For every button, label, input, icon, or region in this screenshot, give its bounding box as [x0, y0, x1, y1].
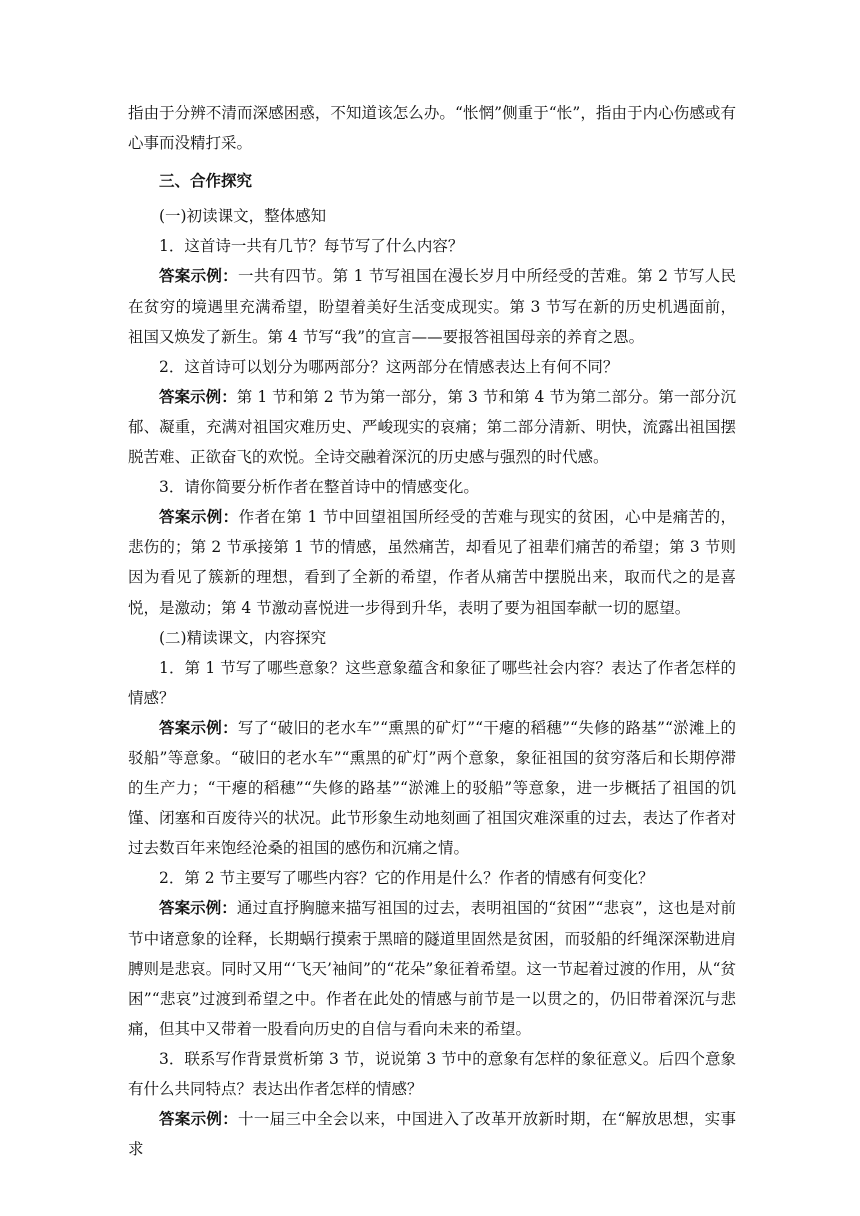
answer-label: 答案示例：	[159, 899, 237, 918]
part1-question-2: 2．这首诗可以划分为哪两部分？这两部分在情感表达上有何不同？	[159, 357, 619, 376]
answer-text: 十一届三中全会以来，中国进入了改革开放新时期，在“解放思想，实事求	[128, 1110, 736, 1159]
answer-label: 答案示例：	[159, 267, 238, 286]
answer-label: 答案示例：	[159, 387, 237, 406]
part2-heading: (二)精读课文，内容探究	[159, 628, 327, 647]
answer-text: 第 1 节和第 2 节为第一部分，第 3 节和第 4 节为第二部分。第一部分沉郁、凝重，充满对祖国灾难历史、严峻现实的哀痛；第二部分清新、明快，流露出祖国摆脱苦难、正欲奋飞的欢悦。全诗交融着深沉的历史感与强烈的时代感。	[128, 387, 736, 467]
answer-label: 答案示例：	[159, 1110, 239, 1129]
document-page	[128, 98, 736, 1164]
answer-text: 写了“破旧的老水车”“熏黑的矿灯”“干瘪的稻穗”“失修的路基”“淤滩上的驳船”等意象。“破旧的老水车”“熏黑的矿灯”两个意象，象征祖国的贫穷落后和长期停滞的生产力；“干瘪的稻穗”“失修的路基”“淤滩上的驳船”等意象，进一步概括了祖国的饥馑、闭塞和百废待兴的状况。此节形象生动地刻画了祖国灾难深重的过去，表达了作者对过去数百年来饱经沧桑的祖国的感伤和沉痛之情。	[128, 718, 736, 858]
answer-text: 一共有四节。第 1 节写祖国在漫长岁月中所经受的苦难。第 2 节写人民在贫穷的境遇里充满希望，盼望着美好生活变成现实。第 3 节写在新的历史机遇面前，祖国又焕发了新生。第 4 节写“我”的宣言——要报答祖国母亲的养育之恩。	[128, 267, 736, 346]
section-title: 三、合作探究	[159, 172, 253, 191]
part1-answer-1	[128, 261, 736, 351]
answer-label: 答案示例：	[159, 718, 238, 737]
part1-answer-2	[128, 382, 736, 472]
part2-question-3: 3．联系写作背景赏析第 3 节，说说第 3 节中的意象有怎样的象征意义。后四个意象有什么共同特点？表达出作者怎样的情感？	[128, 1049, 736, 1098]
answer-text: 作者在第 1 节中回望祖国所经受的苦难与现实的贫困，心中是痛苦的，悲伤的；第 2 节承接第 1 节的情感，虽然痛苦，却看见了祖辈们痛苦的希望；第 3 节则因为看见了簇新的理想，看到了全新的希望，作者从痛苦中摆脱出来，取而代之的是喜悦，是激动；第 4 节激动喜悦进一步得到升华，表明了要为祖国奉献一切的愿望。	[128, 508, 736, 617]
continuation-paragraph: 指由于分辨不清而深感困惑，不知道该怎么办。“怅惘”侧重于“怅”，指由于内心伤感或有心事而没精打采。	[128, 104, 736, 153]
part2-question-1: 1．第 1 节写了哪些意象？这些意象蕴含和象征了哪些社会内容？表达了作者怎样的情感？	[128, 658, 736, 707]
part1-question-1: 1．这首诗一共有几节？每节写了什么内容？	[159, 237, 464, 256]
part1-heading: (一)初读课文，整体感知	[159, 207, 327, 226]
part2-answer-3	[128, 1104, 736, 1164]
part2-answer-1	[128, 713, 736, 863]
part2-question-2: 2．第 2 节主要写了哪些内容？它的作用是什么？作者的情感有何变化？	[159, 869, 654, 888]
answer-text: 通过直抒胸臆来描写祖国的过去，表明祖国的“贫困”“悲哀”，这也是对前节中诸意象的诠释，长期蜗行摸索于黑暗的隧道里固然是贫困，而驳船的纤绳深深勒进肩膊则是悲哀。同时又用“‘飞天’袖间”的“花朵”象征着希望。这一节起着过渡的作用，从“贫困”“悲哀”过渡到希望之中。作者在此处的情感与前节是一以贯之的，仍旧带着深沉与悲痛，但其中又带着一股看向历史的自信与看向未来的希望。	[128, 899, 736, 1038]
answer-label: 答案示例：	[159, 508, 239, 527]
part1-answer-3	[128, 502, 736, 622]
part1-question-3: 3．请你简要分析作者在整首诗中的情感变化。	[159, 478, 479, 497]
part2-answer-2	[128, 893, 736, 1043]
